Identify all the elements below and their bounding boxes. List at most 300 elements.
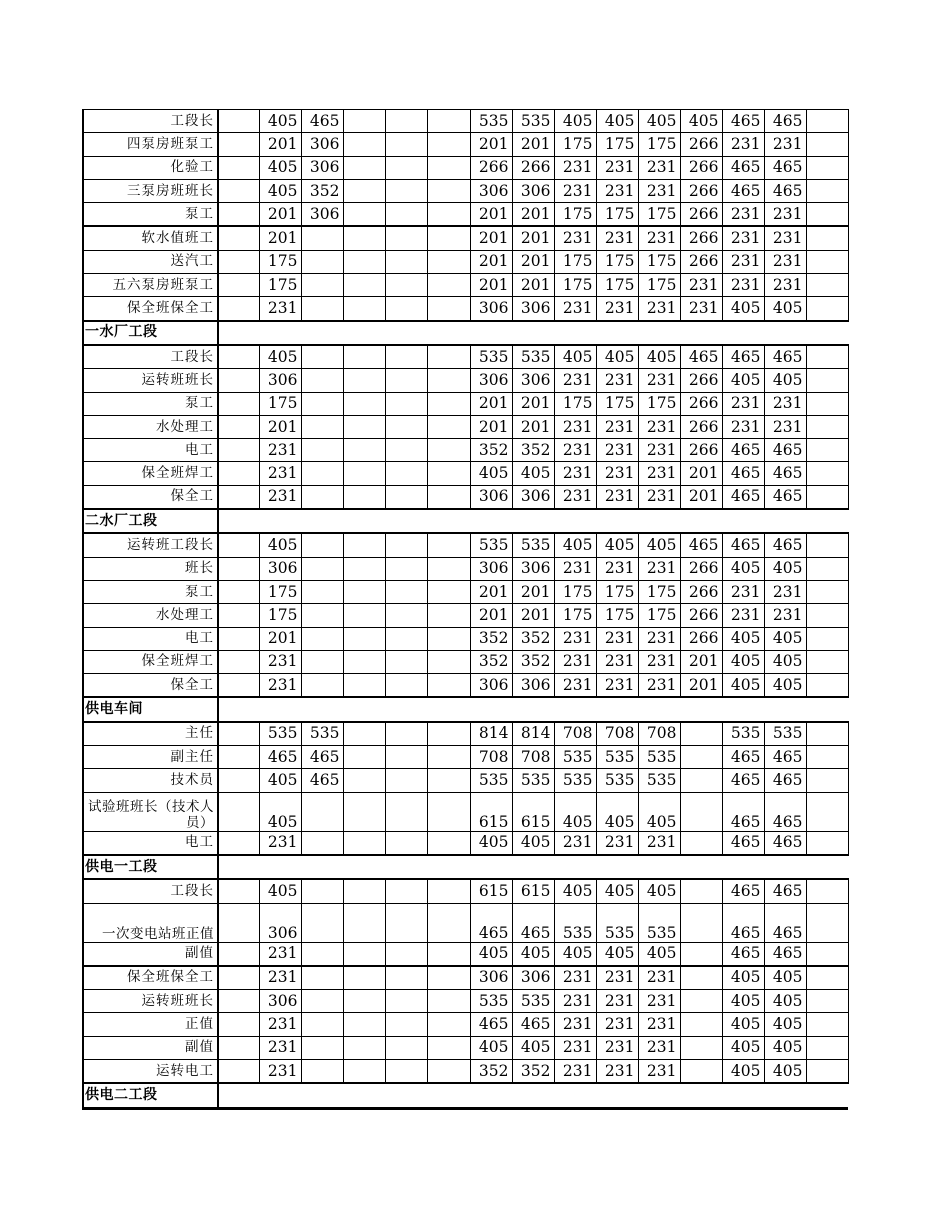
- value-cell: 231: [722, 226, 764, 250]
- value-cell: [301, 392, 343, 415]
- value-cell: [218, 179, 259, 202]
- value-cell: 405: [764, 990, 806, 1013]
- value-cell: [427, 485, 470, 509]
- value-cell: 201: [512, 203, 554, 227]
- value-cell: 266: [680, 250, 722, 273]
- value-cell: 535: [638, 903, 680, 942]
- table-body: [83, 110, 848, 1109]
- value-cell: 201: [259, 627, 301, 650]
- value-cell: [385, 297, 427, 321]
- value-cell: 535: [470, 345, 512, 369]
- position-name: 软水值班工: [83, 226, 218, 250]
- value-cell: [427, 439, 470, 462]
- value-cell: 535: [638, 769, 680, 792]
- value-cell: [806, 746, 848, 769]
- value-cell: [427, 345, 470, 369]
- value-cell: 231: [554, 415, 596, 438]
- value-cell: 231: [554, 674, 596, 698]
- value-cell: 175: [554, 133, 596, 156]
- value-cell: 231: [259, 1059, 301, 1083]
- value-cell: 231: [764, 415, 806, 438]
- value-cell: [301, 903, 343, 942]
- value-cell: [218, 769, 259, 792]
- value-cell: [343, 990, 385, 1013]
- value-cell: 231: [259, 1013, 301, 1036]
- section-header-row: [83, 1083, 848, 1108]
- value-cell: [301, 439, 343, 462]
- value-cell: [218, 792, 259, 831]
- value-cell: 231: [554, 627, 596, 650]
- value-cell: 175: [638, 392, 680, 415]
- value-cell: 352: [512, 627, 554, 650]
- value-cell: [218, 274, 259, 297]
- position-name: 电工: [83, 439, 218, 462]
- value-cell: [301, 250, 343, 273]
- value-cell: 231: [638, 650, 680, 673]
- value-cell: 231: [638, 485, 680, 509]
- value-cell: 231: [259, 674, 301, 698]
- table-row: [83, 485, 848, 509]
- position-name: 保全工: [83, 674, 218, 698]
- value-cell: [427, 462, 470, 485]
- value-cell: 465: [722, 110, 764, 133]
- value-cell: [385, 557, 427, 580]
- value-cell: 231: [596, 990, 638, 1013]
- table-row: [83, 533, 848, 557]
- value-cell: 231: [554, 462, 596, 485]
- value-cell: [301, 831, 343, 855]
- value-cell: 201: [470, 392, 512, 415]
- value-cell: 465: [722, 942, 764, 966]
- value-cell: [385, 604, 427, 627]
- value-cell: [301, 226, 343, 250]
- section-fill: [218, 855, 848, 879]
- value-cell: 201: [680, 674, 722, 698]
- value-cell: 465: [764, 942, 806, 966]
- value-cell: [343, 203, 385, 227]
- table-row: [83, 1059, 848, 1083]
- value-cell: 201: [259, 133, 301, 156]
- value-cell: [385, 415, 427, 438]
- value-cell: [218, 297, 259, 321]
- value-cell: [218, 1036, 259, 1059]
- section-title: 供电车间: [83, 697, 218, 721]
- value-cell: 535: [596, 746, 638, 769]
- value-cell: 231: [764, 133, 806, 156]
- value-cell: 201: [512, 392, 554, 415]
- value-cell: 201: [470, 415, 512, 438]
- table-row: [83, 627, 848, 650]
- position-name: 一次变电站班正值: [83, 903, 218, 942]
- value-cell: [427, 966, 470, 990]
- value-cell: 352: [512, 650, 554, 673]
- table-row: [83, 674, 848, 698]
- value-cell: [806, 604, 848, 627]
- section-header-row: [83, 697, 848, 721]
- value-cell: 201: [470, 580, 512, 603]
- value-cell: [218, 226, 259, 250]
- value-cell: 201: [470, 604, 512, 627]
- value-cell: 201: [512, 415, 554, 438]
- value-cell: 231: [596, 1036, 638, 1059]
- value-cell: [343, 156, 385, 179]
- value-cell: 405: [722, 627, 764, 650]
- value-cell: 535: [512, 345, 554, 369]
- value-cell: [343, 674, 385, 698]
- value-cell: [427, 879, 470, 903]
- value-cell: 175: [259, 274, 301, 297]
- value-cell: 405: [512, 831, 554, 855]
- value-cell: [343, 746, 385, 769]
- value-cell: 231: [259, 462, 301, 485]
- value-cell: 465: [470, 1013, 512, 1036]
- value-cell: 231: [638, 439, 680, 462]
- value-cell: [385, 674, 427, 698]
- value-cell: 465: [470, 903, 512, 942]
- value-cell: [343, 133, 385, 156]
- value-cell: 352: [301, 179, 343, 202]
- value-cell: [218, 557, 259, 580]
- value-cell: [806, 831, 848, 855]
- value-cell: 306: [301, 133, 343, 156]
- value-cell: 405: [470, 942, 512, 966]
- position-name: 试验班班长（技术人员）: [83, 792, 218, 831]
- value-cell: 231: [596, 1013, 638, 1036]
- value-cell: [427, 942, 470, 966]
- value-cell: [343, 415, 385, 438]
- value-cell: 535: [722, 722, 764, 746]
- value-cell: [301, 990, 343, 1013]
- value-cell: 231: [722, 392, 764, 415]
- value-cell: [218, 250, 259, 273]
- value-cell: 405: [259, 345, 301, 369]
- value-cell: 405: [638, 792, 680, 831]
- value-cell: 405: [680, 110, 722, 133]
- value-cell: [385, 1059, 427, 1083]
- value-cell: [343, 966, 385, 990]
- value-cell: [301, 557, 343, 580]
- value-cell: 465: [259, 746, 301, 769]
- value-cell: 405: [596, 533, 638, 557]
- value-cell: 231: [638, 369, 680, 392]
- table-row: [83, 966, 848, 990]
- value-cell: 405: [722, 966, 764, 990]
- value-cell: 175: [554, 604, 596, 627]
- value-cell: [806, 1059, 848, 1083]
- value-cell: [680, 769, 722, 792]
- value-cell: 231: [554, 1059, 596, 1083]
- value-cell: 266: [680, 627, 722, 650]
- value-cell: [680, 746, 722, 769]
- value-cell: 231: [638, 966, 680, 990]
- value-cell: [301, 674, 343, 698]
- value-cell: [385, 627, 427, 650]
- value-cell: [806, 966, 848, 990]
- table-row: [83, 439, 848, 462]
- value-cell: 231: [764, 392, 806, 415]
- value-cell: [343, 226, 385, 250]
- value-cell: 231: [596, 369, 638, 392]
- value-cell: [427, 1036, 470, 1059]
- value-cell: [427, 133, 470, 156]
- value-cell: 231: [259, 1036, 301, 1059]
- value-cell: [218, 627, 259, 650]
- value-cell: [385, 274, 427, 297]
- value-cell: 231: [596, 557, 638, 580]
- value-cell: [806, 533, 848, 557]
- value-cell: 231: [764, 604, 806, 627]
- value-cell: 465: [722, 156, 764, 179]
- value-cell: 465: [764, 156, 806, 179]
- table-row: [83, 156, 848, 179]
- value-cell: [218, 533, 259, 557]
- value-cell: [343, 580, 385, 603]
- position-name: 保全班焊工: [83, 650, 218, 673]
- value-cell: 405: [596, 942, 638, 966]
- value-cell: 306: [470, 369, 512, 392]
- value-cell: [385, 533, 427, 557]
- value-cell: 175: [554, 392, 596, 415]
- position-name: 电工: [83, 831, 218, 855]
- value-cell: 201: [512, 604, 554, 627]
- value-cell: 231: [722, 580, 764, 603]
- table-row: [83, 650, 848, 673]
- value-cell: 306: [512, 674, 554, 698]
- value-cell: [385, 990, 427, 1013]
- value-cell: 266: [680, 439, 722, 462]
- value-cell: 405: [596, 110, 638, 133]
- value-cell: [385, 1013, 427, 1036]
- value-cell: 465: [722, 831, 764, 855]
- value-cell: 175: [596, 203, 638, 227]
- table-row: [83, 557, 848, 580]
- value-cell: 175: [638, 604, 680, 627]
- value-cell: 465: [764, 110, 806, 133]
- value-cell: [301, 415, 343, 438]
- value-cell: 405: [512, 462, 554, 485]
- value-cell: 405: [722, 1013, 764, 1036]
- value-cell: 405: [722, 557, 764, 580]
- value-cell: [806, 250, 848, 273]
- value-cell: [343, 942, 385, 966]
- value-cell: [343, 792, 385, 831]
- value-cell: [427, 650, 470, 673]
- value-cell: [427, 580, 470, 603]
- value-cell: 535: [596, 769, 638, 792]
- section-title: 二水厂工段: [83, 509, 218, 533]
- value-cell: [427, 392, 470, 415]
- value-cell: 405: [554, 879, 596, 903]
- value-cell: 231: [259, 942, 301, 966]
- value-cell: 231: [638, 156, 680, 179]
- value-cell: 405: [259, 156, 301, 179]
- value-cell: [427, 297, 470, 321]
- table-row: [83, 110, 848, 133]
- value-cell: 465: [764, 179, 806, 202]
- value-cell: 306: [470, 966, 512, 990]
- position-name: 班长: [83, 557, 218, 580]
- value-cell: 231: [638, 557, 680, 580]
- value-cell: 231: [638, 462, 680, 485]
- value-cell: 405: [638, 533, 680, 557]
- value-cell: [385, 133, 427, 156]
- value-cell: 352: [512, 1059, 554, 1083]
- value-cell: 465: [764, 439, 806, 462]
- value-cell: 175: [259, 392, 301, 415]
- value-cell: 352: [470, 1059, 512, 1083]
- value-cell: 266: [680, 226, 722, 250]
- value-cell: 352: [512, 439, 554, 462]
- table-row: [83, 604, 848, 627]
- value-cell: 231: [554, 226, 596, 250]
- value-cell: 201: [512, 580, 554, 603]
- value-cell: [301, 274, 343, 297]
- value-cell: 405: [554, 345, 596, 369]
- value-cell: [385, 879, 427, 903]
- value-cell: 266: [680, 557, 722, 580]
- value-cell: 465: [764, 345, 806, 369]
- value-cell: [806, 133, 848, 156]
- value-cell: [385, 746, 427, 769]
- value-cell: 465: [722, 345, 764, 369]
- value-cell: [427, 674, 470, 698]
- value-cell: 231: [638, 627, 680, 650]
- value-cell: 465: [722, 792, 764, 831]
- value-cell: 708: [638, 722, 680, 746]
- value-cell: [218, 392, 259, 415]
- value-cell: [301, 485, 343, 509]
- value-cell: 465: [301, 110, 343, 133]
- value-cell: 405: [470, 462, 512, 485]
- value-cell: [427, 627, 470, 650]
- value-cell: 535: [470, 990, 512, 1013]
- value-cell: [385, 650, 427, 673]
- value-cell: [427, 226, 470, 250]
- value-cell: 535: [301, 722, 343, 746]
- value-cell: 405: [638, 345, 680, 369]
- value-cell: [343, 485, 385, 509]
- value-cell: 405: [722, 1059, 764, 1083]
- value-cell: [806, 226, 848, 250]
- section-fill: [218, 509, 848, 533]
- value-cell: [343, 297, 385, 321]
- value-cell: [218, 879, 259, 903]
- value-cell: 231: [638, 1013, 680, 1036]
- value-cell: 405: [764, 1059, 806, 1083]
- value-cell: 266: [680, 415, 722, 438]
- value-cell: 231: [722, 415, 764, 438]
- value-cell: 465: [512, 1013, 554, 1036]
- value-cell: [680, 831, 722, 855]
- value-cell: 231: [638, 179, 680, 202]
- value-cell: 405: [259, 769, 301, 792]
- value-cell: 535: [596, 903, 638, 942]
- value-cell: 306: [259, 990, 301, 1013]
- value-cell: 306: [470, 674, 512, 698]
- value-cell: 231: [638, 297, 680, 321]
- position-name: 四泵房班泵工: [83, 133, 218, 156]
- value-cell: 306: [259, 557, 301, 580]
- value-cell: 535: [512, 990, 554, 1013]
- value-cell: 405: [596, 345, 638, 369]
- value-cell: [385, 250, 427, 273]
- value-cell: [806, 462, 848, 485]
- value-cell: [301, 345, 343, 369]
- value-cell: [218, 133, 259, 156]
- value-cell: [680, 1059, 722, 1083]
- value-cell: 465: [722, 462, 764, 485]
- value-cell: 231: [722, 133, 764, 156]
- value-cell: 266: [680, 203, 722, 227]
- value-cell: 405: [722, 297, 764, 321]
- value-cell: [680, 1036, 722, 1059]
- value-cell: 175: [259, 250, 301, 273]
- section-title: 供电一工段: [83, 855, 218, 879]
- value-cell: 201: [259, 203, 301, 227]
- table-row: [83, 1036, 848, 1059]
- value-cell: [343, 462, 385, 485]
- position-name: 保全工: [83, 485, 218, 509]
- value-cell: 306: [259, 369, 301, 392]
- value-cell: [806, 792, 848, 831]
- value-cell: [385, 966, 427, 990]
- value-cell: 266: [680, 133, 722, 156]
- value-cell: 231: [259, 831, 301, 855]
- table-row: [83, 903, 848, 942]
- table-row: [83, 831, 848, 855]
- value-cell: [218, 462, 259, 485]
- value-cell: [385, 485, 427, 509]
- value-cell: [427, 769, 470, 792]
- value-cell: [218, 1013, 259, 1036]
- value-cell: [806, 392, 848, 415]
- value-cell: 535: [764, 722, 806, 746]
- position-name: 工段长: [83, 110, 218, 133]
- value-cell: 266: [470, 156, 512, 179]
- value-cell: [218, 966, 259, 990]
- value-cell: 405: [554, 792, 596, 831]
- value-cell: 306: [512, 297, 554, 321]
- value-cell: [218, 580, 259, 603]
- value-cell: [343, 722, 385, 746]
- value-cell: [218, 942, 259, 966]
- value-cell: [301, 879, 343, 903]
- value-cell: 535: [512, 769, 554, 792]
- table-row: [83, 879, 848, 903]
- value-cell: 306: [259, 903, 301, 942]
- value-cell: 175: [596, 392, 638, 415]
- value-cell: 405: [512, 1036, 554, 1059]
- value-cell: 405: [638, 110, 680, 133]
- value-cell: [385, 769, 427, 792]
- value-cell: 535: [470, 769, 512, 792]
- value-cell: [301, 1059, 343, 1083]
- value-cell: 306: [470, 557, 512, 580]
- value-cell: 201: [470, 133, 512, 156]
- value-cell: 201: [512, 133, 554, 156]
- table-row: [83, 580, 848, 603]
- value-cell: [806, 369, 848, 392]
- value-cell: 231: [596, 179, 638, 202]
- value-cell: 175: [638, 580, 680, 603]
- value-cell: 231: [554, 1013, 596, 1036]
- value-cell: 405: [764, 627, 806, 650]
- value-cell: [385, 179, 427, 202]
- value-cell: [385, 392, 427, 415]
- value-cell: 405: [764, 297, 806, 321]
- value-cell: 814: [512, 722, 554, 746]
- value-cell: [680, 903, 722, 942]
